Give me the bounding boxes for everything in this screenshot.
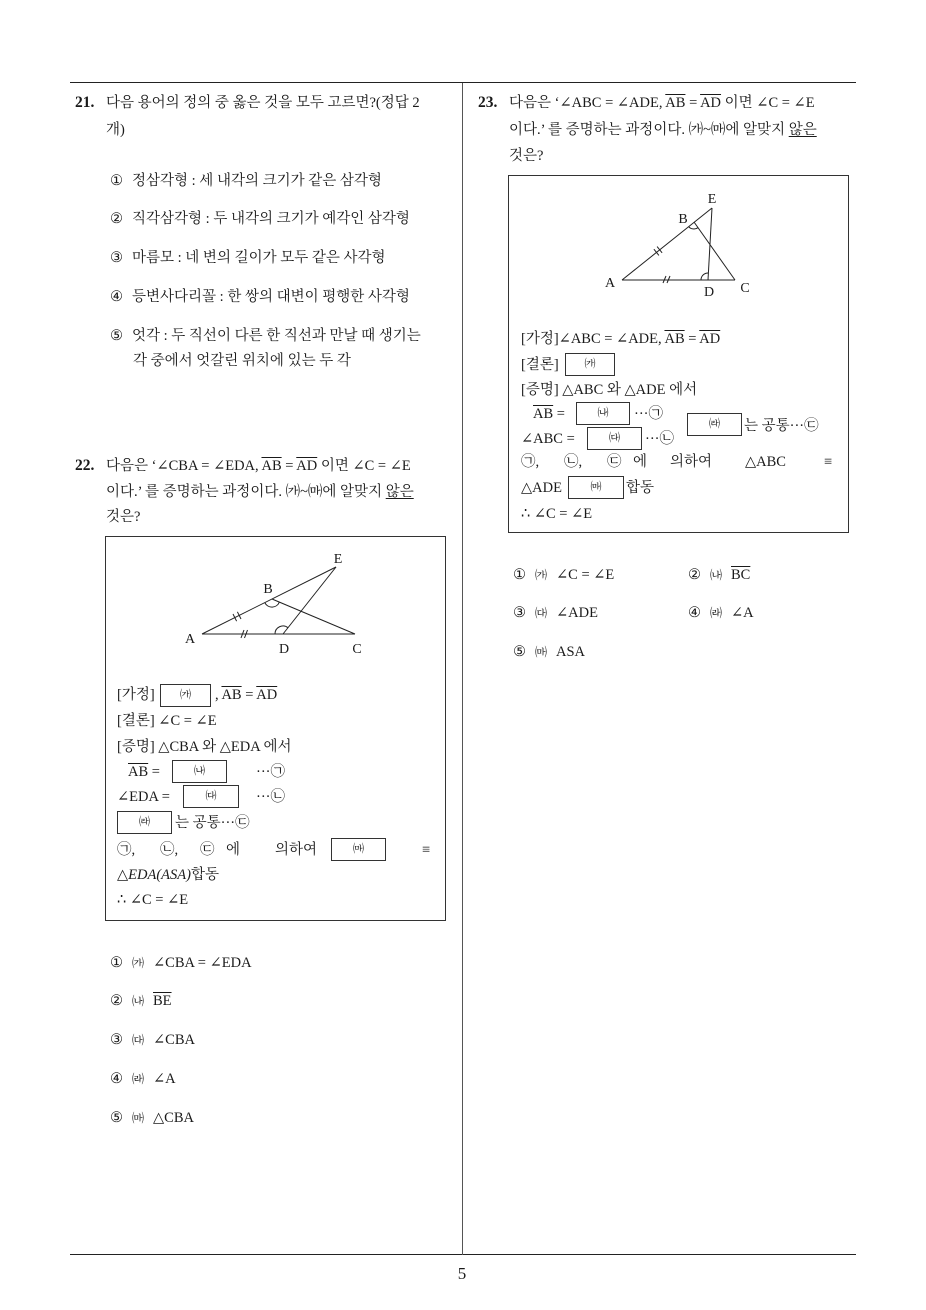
segment-b-c (694, 222, 735, 280)
congruence-statement: △EDA(ASA) (117, 867, 191, 883)
proof-step-1 (533, 405, 565, 423)
blank-label: ㈐ (535, 606, 548, 620)
blank-label: ㈒ (535, 645, 548, 659)
step-reference: ···㉠ (256, 764, 285, 780)
blank-box: ㈒ (331, 838, 386, 861)
choice-number: ② (110, 993, 123, 1009)
segment-ab: $\overline{AB}$ (128, 764, 149, 780)
hypothesis-text: [가정]∠ABC = ∠ADE, (521, 331, 662, 347)
blank-label: ㈏ (710, 568, 723, 582)
proof-step-2: ∠ABC = (521, 431, 575, 447)
choice-text: 마름모 : 네 변의 길이가 모두 같은 사각형 (132, 250, 386, 266)
segment-d-e (283, 567, 336, 634)
point-label-e: E (333, 552, 343, 567)
equals-sign: = (556, 406, 565, 422)
choice-3 (110, 1031, 195, 1049)
stem-text: 다음은 ‘∠ABC = ∠ADE, (509, 95, 663, 111)
blank-label: ㈑ (132, 1072, 145, 1086)
segment-ad: $\overline{AD}$ (256, 687, 278, 703)
blank-label: ㈏ (132, 994, 145, 1008)
equals-sign: = (689, 95, 698, 111)
proof-step-5: △ADE (521, 480, 562, 496)
congruence-word: 합동 (626, 480, 655, 496)
blank-label: ㈎ (535, 568, 548, 582)
proof-word: ㉢ (607, 454, 622, 470)
underlined-word: 않은 (385, 484, 414, 500)
choice-5 (110, 1109, 194, 1127)
question-number: 23. (478, 94, 498, 111)
proof-step-5 (117, 866, 219, 884)
question-number: 22. (75, 457, 95, 474)
choice-2 (110, 992, 172, 1010)
segment-b-c (272, 599, 355, 634)
congruence-word: 합동 (190, 867, 219, 883)
choice-number: ③ (110, 1032, 123, 1048)
choice-number: ① (110, 173, 123, 189)
point-label-b: B (678, 212, 688, 227)
congruence-sign: ≡ (824, 454, 833, 470)
choice-number: ④ (688, 605, 701, 621)
stem-text: 이다.’ 를 증명하는 과정이다. ㈎~㈒에 알맞지 (509, 122, 786, 138)
blank-box: ㈑ (117, 811, 172, 834)
point-label-b: B (263, 582, 273, 597)
question-stem-continued: 개) (106, 122, 125, 138)
blank-label: ㈑ (710, 606, 723, 620)
triangle-figure (105, 536, 446, 666)
choice-1 (513, 566, 614, 584)
proof-conclusion: ∴ ∠C = ∠E (117, 892, 189, 908)
segment-ab: $\overline{AB}$ (533, 406, 554, 422)
blank-box: ㈎ (565, 353, 615, 376)
choice-5-text-continued: 각 중에서 엇갈린 위치에 있는 두 각 (133, 353, 351, 369)
choice-number: ③ (513, 605, 526, 621)
conclusion-tag: [결론] (521, 357, 559, 373)
question-stem (106, 457, 411, 475)
choice-text: ∠C = ∠E (556, 567, 615, 583)
choice-4 (110, 1070, 176, 1088)
page-number: 5 (457, 1264, 467, 1283)
proof-heading: [증명] △ABC 와 △ADE 에서 (521, 382, 698, 398)
tick-mark (237, 612, 241, 619)
conclusion-line: [결론] ∠C = ∠E (117, 713, 217, 729)
step-reference: ···㉠ (634, 406, 663, 422)
question-stem-end: 것은? (106, 509, 141, 525)
blank-label: ㈒ (132, 1111, 145, 1125)
equals-sign: = (151, 764, 160, 780)
segment-e-d (708, 208, 712, 280)
choice-text: 엇각 : 두 직선이 다른 한 직선과 만날 때 생기는 (132, 328, 421, 344)
question-number: 21. (75, 94, 95, 111)
segment-a-e (622, 208, 712, 280)
segment-a-e (202, 567, 336, 634)
segment-ab: $\overline{AB}$ (665, 95, 686, 111)
choice-text: ASA (556, 644, 586, 660)
choice-5 (110, 327, 421, 345)
proof-step-2: ∠EDA = (117, 789, 170, 805)
proof-word: 의하여 (670, 454, 713, 470)
choice-text: $\overline{BE}$ (153, 993, 172, 1009)
blank-box: ㈒ (568, 476, 624, 499)
blank-box: ㈏ (172, 760, 227, 783)
choice-number: ① (513, 567, 526, 583)
blank-box: ㈑ (687, 413, 742, 436)
tick-mark (233, 614, 237, 621)
choice-4 (110, 288, 410, 306)
choice-number: ⑤ (110, 328, 123, 344)
point-label-d: D (703, 285, 715, 300)
choice-number: ② (110, 211, 123, 227)
blank-label: ㈎ (132, 956, 145, 970)
choice-number: ⑤ (110, 1110, 123, 1126)
stem-text: 이면 ∠C = ∠E (320, 458, 411, 474)
hypothesis-line (215, 686, 277, 704)
proof-word: △ABC (745, 454, 786, 470)
point-label-c: C (352, 642, 362, 657)
question-stem-continued (509, 121, 817, 139)
blank-box: ㈏ (576, 402, 630, 425)
proof-heading: [증명] △CBA 와 △EDA 에서 (117, 739, 292, 755)
blank-box: ㈐ (587, 427, 642, 450)
choice-2 (110, 210, 410, 228)
blank-box: ㈐ (183, 785, 239, 808)
choice-text: ∠ADE (556, 605, 598, 621)
proof-word: ㉠, (521, 454, 540, 470)
choice-number: ④ (110, 289, 123, 305)
angle-mark-d (701, 273, 708, 280)
choice-text: ∠CBA = ∠EDA (153, 955, 252, 971)
bottom-rule (70, 1254, 856, 1255)
stem-text: 다음은 ‘∠CBA = ∠EDA, (106, 458, 259, 474)
proof-word: ㉡, (160, 842, 179, 858)
choice-5 (513, 643, 585, 661)
question-stem (509, 94, 815, 112)
choice-number: ④ (110, 1071, 123, 1087)
question-stem: 다음 용어의 정의 중 옳은 것을 모두 고르면?(정답 2 (106, 95, 420, 111)
equals-sign: = (285, 458, 294, 474)
choice-4 (688, 604, 754, 622)
angle-mark-b (265, 602, 280, 607)
segment-ad: $\overline{AD}$ (700, 95, 722, 111)
angle-mark-b (689, 226, 699, 229)
proof-word: ㉠, (117, 842, 136, 858)
proof-word: ㉢ (200, 842, 215, 858)
choice-1 (110, 172, 382, 190)
step-reference: ···㉡ (256, 789, 285, 805)
proof-word: 의하여 (275, 842, 318, 858)
segment-ad: $\overline{AD}$ (296, 458, 318, 474)
choice-text: ∠A (153, 1071, 176, 1087)
equals-sign: = (688, 331, 697, 347)
blank-label: ㈐ (132, 1033, 145, 1047)
choice-text: △CBA (153, 1110, 194, 1126)
point-label-a: A (604, 276, 616, 291)
choice-text: 정삼각형 : 세 내각의 크기가 같은 삼각형 (132, 173, 382, 189)
congruence-sign: ≡ (422, 842, 431, 858)
comma: , (215, 687, 219, 703)
proof-step-1 (128, 763, 160, 781)
choice-text: $\overline{BC}$ (731, 567, 751, 583)
choice-3 (110, 249, 386, 267)
stem-text: 이다.’ 를 증명하는 과정이다. ㈎~㈒에 알맞지 (106, 484, 383, 500)
proof-step-3: 는 공통···㉢ (175, 815, 250, 831)
proof-conclusion: ∴ ∠C = ∠E (521, 506, 593, 522)
proof-step-3: 는 공통···㉢ (744, 418, 819, 434)
question-stem-end: 것은? (509, 148, 544, 164)
hypothesis-line (521, 330, 720, 348)
choice-2 (688, 566, 750, 584)
proof-word: 에 (633, 454, 648, 470)
choice-number: ⑤ (513, 644, 526, 660)
underlined-word: 않은 (788, 122, 817, 138)
segment-ab: $\overline{AB}$ (664, 331, 685, 347)
step-reference: ···㉡ (645, 431, 674, 447)
stem-text: 이면 ∠C = ∠E (724, 95, 815, 111)
column-divider (462, 83, 463, 1255)
choice-number: ③ (110, 250, 123, 266)
choice-text: ∠A (731, 605, 754, 621)
segment-ad: $\overline{AD}$ (699, 331, 721, 347)
choice-number: ① (110, 955, 123, 971)
choice-text: 등변사다리꼴 : 한 쌍의 대변이 평행한 사각형 (132, 289, 410, 305)
triangle-figure (508, 175, 849, 305)
point-label-e: E (707, 192, 717, 207)
proof-word: 에 (226, 842, 241, 858)
point-label-c: C (740, 281, 750, 296)
segment-ab: $\overline{AB}$ (221, 687, 242, 703)
top-rule (70, 82, 856, 83)
choice-3 (513, 604, 598, 622)
blank-box: ㈎ (160, 684, 211, 707)
question-stem-continued (106, 483, 414, 501)
choice-text: 직각삼각형 : 두 내각의 크기가 예각인 삼각형 (132, 211, 410, 227)
equals-sign: = (245, 687, 254, 703)
choice-text: ∠CBA (153, 1032, 195, 1048)
point-label-a: A (184, 632, 196, 647)
segment-ab: $\overline{AB}$ (261, 458, 282, 474)
point-label-d: D (278, 642, 290, 657)
choice-number: ② (688, 567, 701, 583)
proof-word: ㉡, (564, 454, 583, 470)
hypothesis-tag: [가정] (117, 687, 155, 703)
choice-1 (110, 954, 252, 972)
